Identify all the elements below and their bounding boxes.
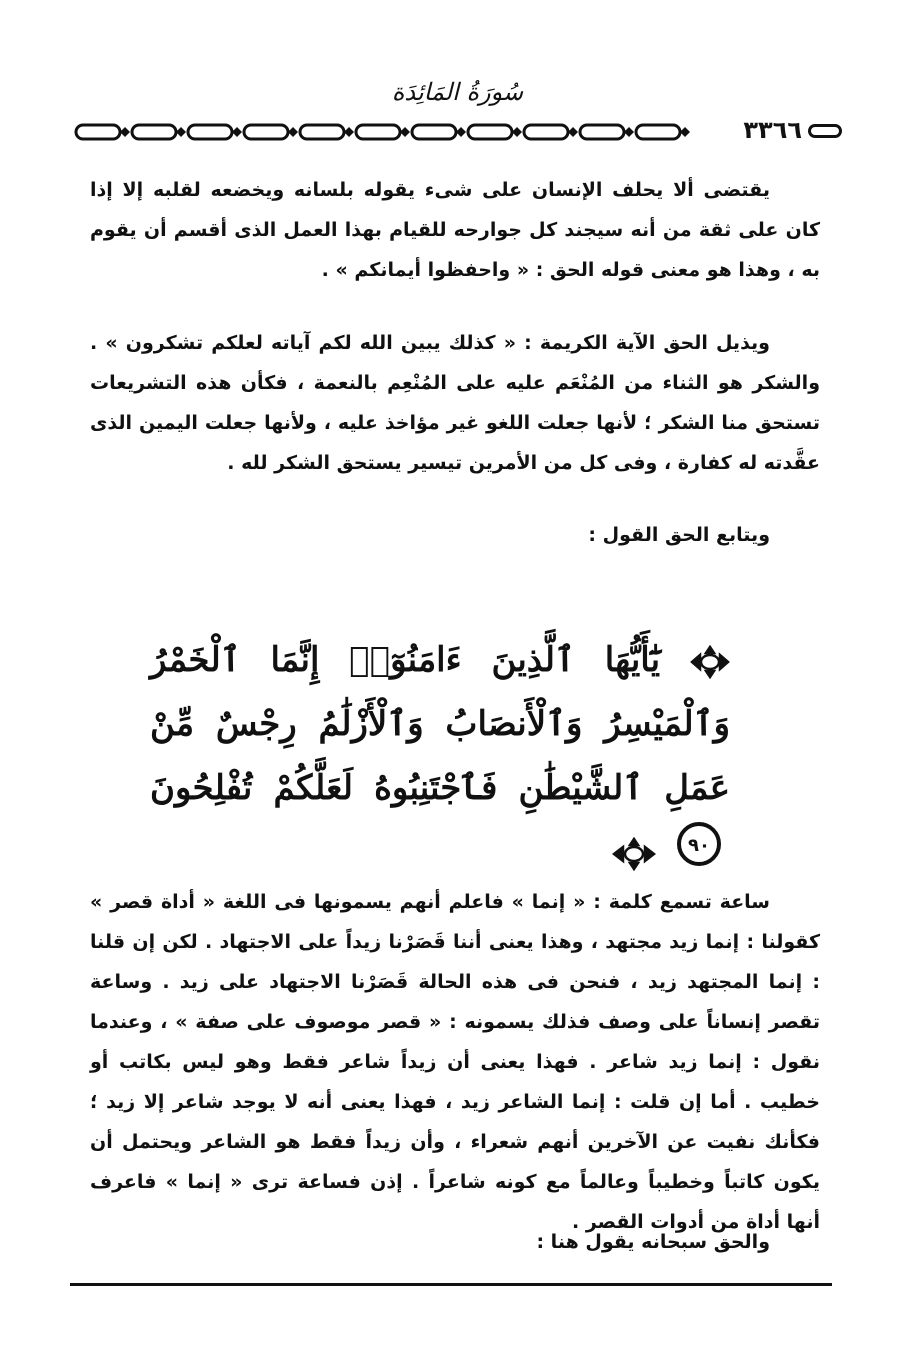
chain-diamond	[568, 127, 578, 137]
chain-link	[76, 125, 120, 139]
chain-diamond	[456, 127, 466, 137]
chain-end-oval	[808, 124, 842, 138]
ayah-number-marker	[676, 821, 722, 888]
chain-link	[636, 125, 680, 139]
chain-diamond	[288, 127, 298, 137]
paragraph-3: ويتابع الحق القول :	[588, 524, 770, 546]
header-band	[72, 118, 842, 146]
chain-link	[468, 125, 512, 139]
paragraph-4: ساعة تسمع كلمة : « إنما » فاعلم أنهم يسمونها فى اللغة « أداة قصر » كقولنا : إنما زيد مجتهد ، وهذا يعنى أننا قَصَرْنا زيداً على الاجتهاد . لكن إن قلنا : إنما المجتهد زيد ، فنحن فى هذه الحالة قَصَرْنا الاجتهاد على زيد . وساعة تقصر إنساناً على وصف فذلك يسمونه : « قصر موصوف على صفة » ، وعندما نقول : إنما زيد شاعر . فهذا يعنى أن زيداً شاعر فقط وهو ليس بكاتب أو خطيب . أما إن قلت : إنما الشاعر زيد ، فهذا يعنى أنه لا يوجد شاعر إلا زيد ؛ فكأنك نفيت عن الآخرين أنهم شعراء ، وأن زيداً فقط هو الشاعر ويحتمل أن يكون كاتباً وخطيباً وعالماً مع كونه شاعراً . إذن فساعة ترى « إنما » فاعرف أنها أداة من أدوات القصر .	[90, 891, 820, 1233]
chain-link	[244, 125, 288, 139]
chain-link	[580, 125, 624, 139]
chain-link	[132, 125, 176, 139]
surah-title: سُورَةُ المَائِدَة	[391, 78, 524, 106]
chain-diamond	[344, 127, 354, 137]
quran-verse	[150, 628, 730, 888]
chain-link	[412, 125, 456, 139]
chain-diamond	[176, 127, 186, 137]
chain-diamond	[624, 127, 634, 137]
chain-link	[188, 125, 232, 139]
footer-rule	[70, 1283, 832, 1286]
ayah-number: ٩٠	[688, 834, 710, 856]
paragraph-1: يقتضى ألا يحلف الإنسان على شىء يقوله بلسانه ويخضعه لقلبه إلا إذا كان على ثقة من أنه سيجند كل جوارحه للقيام بهذا العمل الذى أقسم أن يقوم به ، وهذا هو معنى قوله الحق : « واحفظوا أيمانكم » .	[90, 179, 820, 281]
verse-text: يَٰٓأَيُّهَا ٱلَّذِينَ ءَامَنُوٓا۟ إِنَّمَا ٱلْخَمْرُ وَٱلْمَيْسِرُ وَٱلْأَنصَابُ وَٱلْأَزْلَٰمُ رِجْسٌ مِّنْ عَمَلِ ٱلشَّيْطَٰنِ فَٱجْتَنِبُوهُ لَعَلَّكُمْ تُفْلِحُونَ	[150, 640, 730, 808]
chain-diamond	[512, 127, 522, 137]
verse-end-ornament	[612, 837, 656, 871]
verse-start-ornament	[690, 645, 730, 679]
chain-link	[524, 125, 568, 139]
chain-ornament	[72, 118, 737, 146]
chain-diamond	[232, 127, 242, 137]
chain-link	[300, 125, 344, 139]
chain-diamond	[680, 127, 690, 137]
chain-diamond	[120, 127, 130, 137]
paragraph-2: ويذيل الحق الآية الكريمة : « كذلك يبين الله لكم آياته لعلكم تشكرون » . والشكر هو الثناء من المُنْعَم عليه على المُنْعِم بالنعمة ، فكأن هذه التشريعات تستحق منا الشكر ؛ لأنها جعلت اللغو غير مؤاخذ عليه ، ولأنها جعلت اليمين الذى عقَّدته له كفارة ، وفى كل من الأمرين تيسير يستحق الشكر لله .	[90, 332, 820, 474]
chain-diamond	[400, 127, 410, 137]
ayah-circle-icon	[676, 821, 722, 867]
chain-link	[356, 125, 400, 139]
paragraph-5: والحق سبحانه يقول هنا :	[536, 1231, 770, 1253]
page-number: ٣٣٦٦	[743, 116, 802, 144]
